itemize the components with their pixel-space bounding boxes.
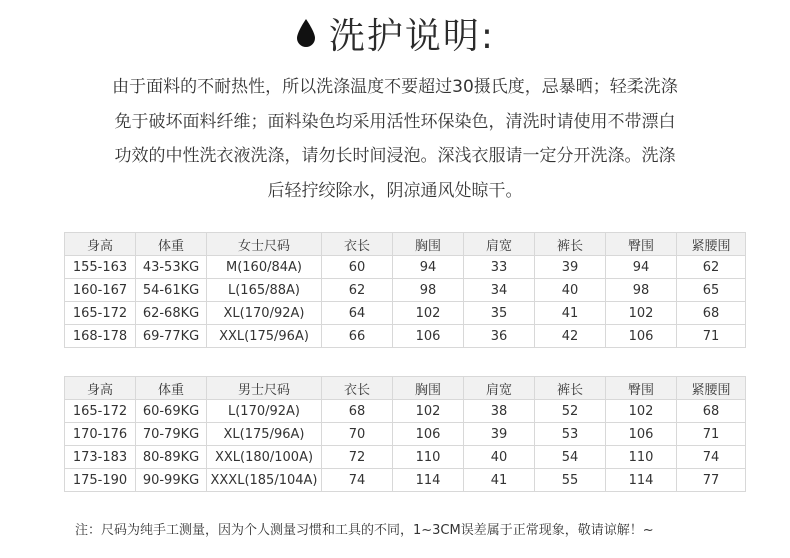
table-cell: 77: [677, 469, 746, 492]
care-line: 由于面料的不耐热性，所以洗涤温度不要超过30摄氏度，忌暴晒；轻柔洗涤: [112, 77, 678, 97]
page-title-row: [0, 8, 790, 58]
table-cell: 72: [322, 446, 393, 469]
table-cell: 71: [677, 325, 746, 348]
table-cell: XL(170/92A): [207, 302, 322, 325]
table-cell: 42: [535, 325, 606, 348]
column-header: 体重: [136, 377, 207, 400]
table-cell: 64: [322, 302, 393, 325]
table-cell: 41: [464, 469, 535, 492]
column-header: 男士尺码: [207, 377, 322, 400]
table-cell: 54-61KG: [136, 279, 207, 302]
table-cell: 68: [677, 302, 746, 325]
table-row: [65, 325, 746, 348]
table-cell: 68: [677, 400, 746, 423]
table-cell: 102: [393, 302, 464, 325]
table-cell: 106: [606, 423, 677, 446]
table-cell: 114: [606, 469, 677, 492]
table-cell: 114: [393, 469, 464, 492]
column-header: 衣长: [322, 233, 393, 256]
table-row: [65, 279, 746, 302]
table-cell: 80-89KG: [136, 446, 207, 469]
table-cell: 102: [606, 400, 677, 423]
column-header: 肩宽: [464, 377, 535, 400]
table-cell: 33: [464, 256, 535, 279]
column-header: 女士尺码: [207, 233, 322, 256]
table-row: [65, 302, 746, 325]
table-row: [65, 469, 746, 492]
table-cell: L(165/88A): [207, 279, 322, 302]
table-cell: 52: [535, 400, 606, 423]
table-cell: 170-176: [65, 423, 136, 446]
table-cell: XXXL(185/104A): [207, 469, 322, 492]
care-line: 后轻拧绞除水，阴凉通风处晾干。: [267, 180, 523, 201]
table-cell: 110: [606, 446, 677, 469]
table-cell: 165-172: [65, 302, 136, 325]
column-header: 臀围: [606, 377, 677, 400]
column-header: 身高: [65, 377, 136, 400]
table-cell: 34: [464, 279, 535, 302]
table-cell: 155-163: [65, 256, 136, 279]
table-row: [65, 446, 746, 469]
table-cell: 62: [322, 279, 393, 302]
table-cell: 175-190: [65, 469, 136, 492]
table-cell: 173-183: [65, 446, 136, 469]
table-cell: 102: [393, 400, 464, 423]
table-cell: 168-178: [65, 325, 136, 348]
column-header: 胸围: [393, 377, 464, 400]
column-header: 衣长: [322, 377, 393, 400]
table-row: [65, 256, 746, 279]
care-instructions: [60, 70, 730, 208]
table-cell: 40: [535, 279, 606, 302]
table-cell: 106: [393, 325, 464, 348]
column-header: 胸围: [393, 233, 464, 256]
table-header-row: [65, 377, 746, 400]
table-cell: 38: [464, 400, 535, 423]
table-cell: 66: [322, 325, 393, 348]
table-cell: 106: [393, 423, 464, 446]
column-header: 肩宽: [464, 233, 535, 256]
table-cell: 36: [464, 325, 535, 348]
table-cell: 98: [393, 279, 464, 302]
table-cell: 70-79KG: [136, 423, 207, 446]
column-header: 紧腰围: [677, 377, 746, 400]
women-table-body: [65, 233, 746, 348]
table-row: [65, 423, 746, 446]
table-cell: 35: [464, 302, 535, 325]
table-cell: 60: [322, 256, 393, 279]
table-cell: 65: [677, 279, 746, 302]
table-cell: M(160/84A): [207, 256, 322, 279]
column-header: 裤长: [535, 233, 606, 256]
table-cell: 94: [393, 256, 464, 279]
table-cell: 106: [606, 325, 677, 348]
table-cell: 160-167: [65, 279, 136, 302]
care-line: 功效的中性洗衣液洗涤，请勿长时间浸泡。深浅衣服请一定分开洗涤。洗涤: [114, 146, 676, 166]
table-cell: 70: [322, 423, 393, 446]
table-cell: XXL(175/96A): [207, 325, 322, 348]
women-size-table: [64, 232, 746, 348]
table-cell: 55: [535, 469, 606, 492]
table-cell: 39: [464, 423, 535, 446]
table-cell: 74: [322, 469, 393, 492]
table-cell: 60-69KG: [136, 400, 207, 423]
table-cell: 43-53KG: [136, 256, 207, 279]
table-cell: 110: [393, 446, 464, 469]
table-cell: 102: [606, 302, 677, 325]
water-drop-icon: [295, 18, 317, 48]
column-header: 身高: [65, 233, 136, 256]
table-cell: 69-77KG: [136, 325, 207, 348]
column-header: 臀围: [606, 233, 677, 256]
table-cell: 74: [677, 446, 746, 469]
men-table-body: [65, 377, 746, 492]
column-header: 紧腰围: [677, 233, 746, 256]
measurement-note: 注：尺码为纯手工测量，因为个人测量习惯和工具的不同，1~3CM误差属于正常现象，敬请谅解！~: [75, 523, 654, 538]
column-header: 体重: [136, 233, 207, 256]
table-cell: 165-172: [65, 400, 136, 423]
table-cell: 54: [535, 446, 606, 469]
table-cell: 40: [464, 446, 535, 469]
table-cell: 94: [606, 256, 677, 279]
table-cell: 90-99KG: [136, 469, 207, 492]
men-size-table: [64, 376, 746, 492]
table-cell: 53: [535, 423, 606, 446]
table-cell: 71: [677, 423, 746, 446]
table-cell: XXL(180/100A): [207, 446, 322, 469]
table-cell: 68: [322, 400, 393, 423]
table-row: [65, 400, 746, 423]
table-header-row: [65, 233, 746, 256]
table-cell: XL(175/96A): [207, 423, 322, 446]
care-line: 免于破坏面料纤维；面料染色均采用活性环保染色，清洗时请使用不带漂白: [114, 111, 676, 132]
table-cell: 62-68KG: [136, 302, 207, 325]
table-cell: 39: [535, 256, 606, 279]
table-cell: L(170/92A): [207, 400, 322, 423]
column-header: 裤长: [535, 377, 606, 400]
table-cell: 41: [535, 302, 606, 325]
table-cell: 62: [677, 256, 746, 279]
page-title: 洗护说明:: [328, 15, 496, 57]
table-cell: 98: [606, 279, 677, 302]
